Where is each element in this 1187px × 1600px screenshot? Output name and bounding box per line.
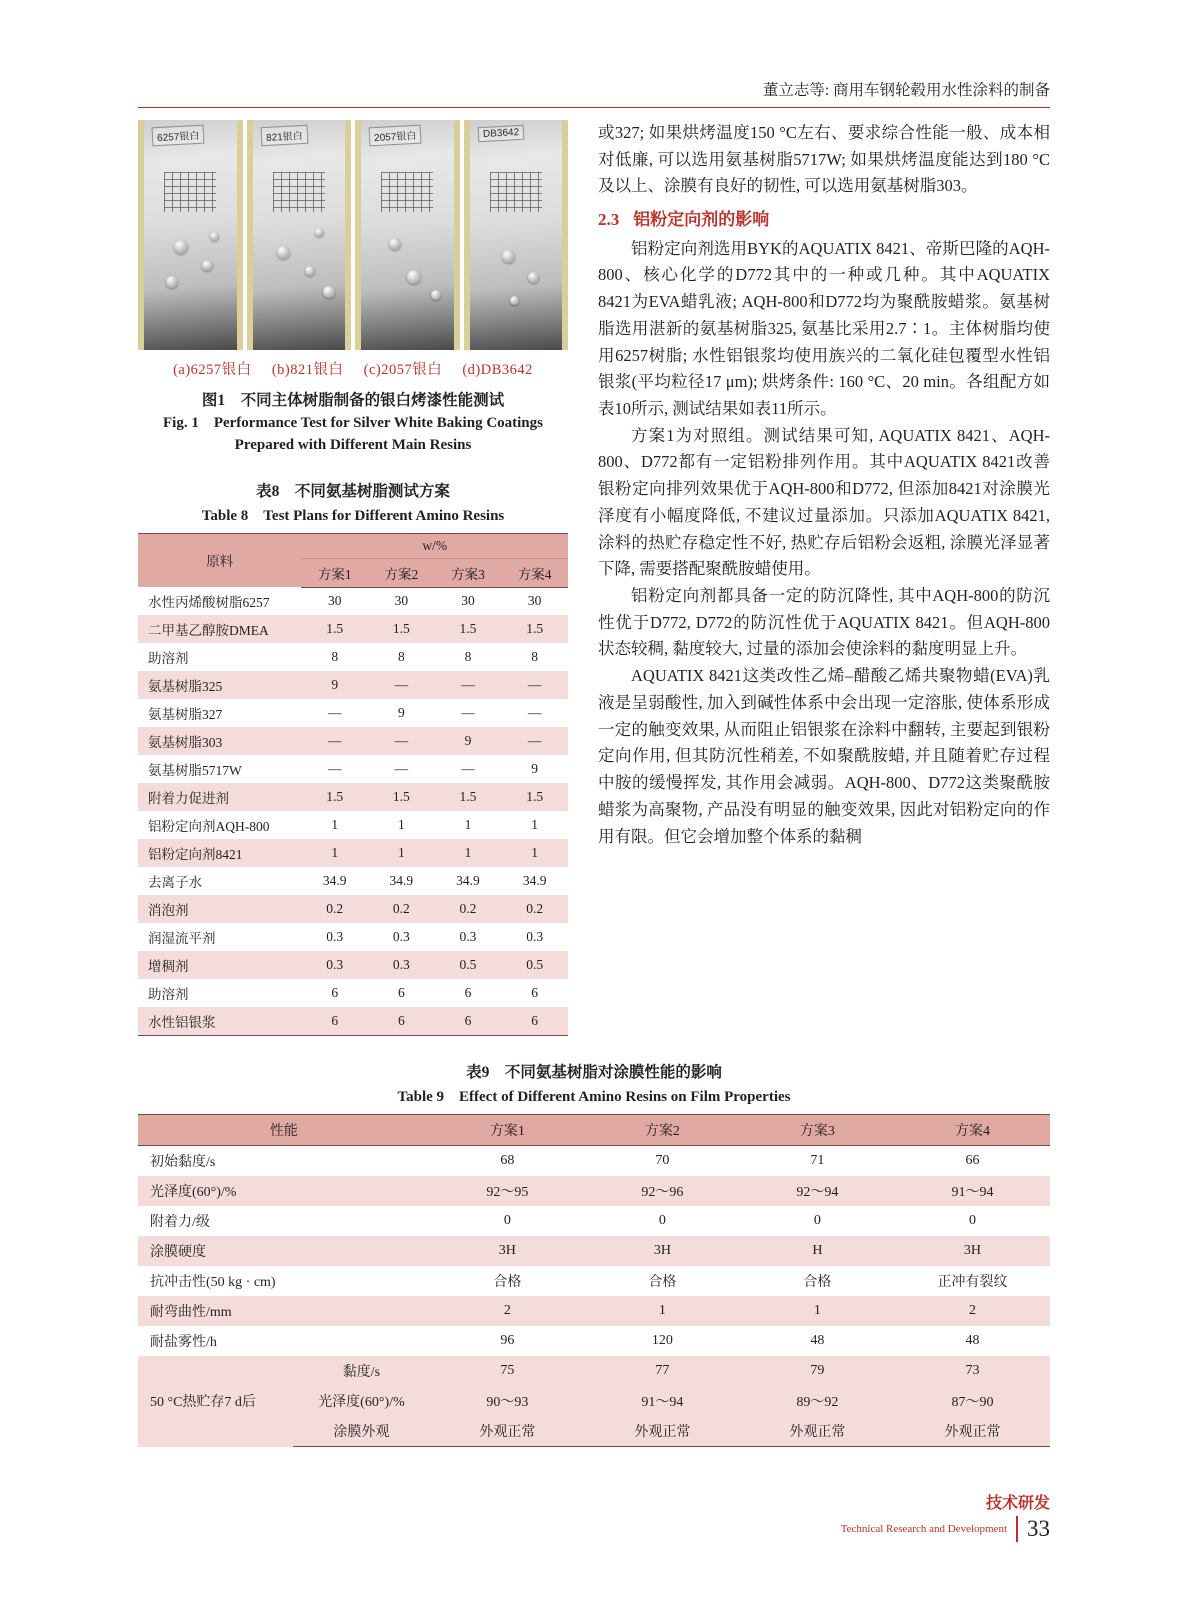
table9-cell: 79 — [810, 1363, 825, 1378]
defect-blob — [202, 260, 213, 271]
right-column — [598, 120, 1050, 850]
table9-cell: 48 — [810, 1333, 825, 1348]
defect-blob — [323, 286, 335, 298]
table8-row-name: 氨基树脂5717W — [148, 763, 242, 778]
table8-cell: 1.5 — [326, 621, 344, 636]
table9-cell: 91～94 — [951, 1185, 994, 1200]
table8-row-name: 助溶剂 — [148, 987, 189, 1002]
table8-body — [138, 587, 568, 1036]
table8-cell: 6 — [531, 985, 539, 1000]
table9-row-name: 初始黏度/s — [150, 1155, 216, 1170]
table9-row-name: 涂膜外观 — [293, 1416, 430, 1447]
running-header: 董立志等: 商用车钢轮毂用水性涂料的制备 — [138, 78, 1050, 108]
table8-row-name: 氨基树脂325 — [148, 679, 223, 694]
table-row — [138, 1176, 1050, 1206]
table-row — [138, 839, 568, 867]
table8-cell: 0.3 — [392, 957, 410, 972]
table8-cell: 0.2 — [459, 901, 477, 916]
table9-group-label: 50 °C热贮存7 d后 — [150, 1395, 256, 1411]
table-row — [138, 867, 568, 895]
table8-row-name: 氨基树脂303 — [148, 735, 223, 750]
figure-1-image — [138, 120, 568, 350]
table9-row-name: 光泽度(60°)/% — [150, 1185, 237, 1200]
table9-cell: 0 — [968, 1213, 976, 1228]
table9-cell: 1 — [813, 1303, 821, 1318]
table8-cell: 1 — [331, 845, 339, 860]
table8-cell: — — [394, 677, 409, 692]
defect-blob — [407, 270, 421, 284]
table8-cell: 9 — [531, 761, 539, 776]
left-column — [138, 120, 568, 1036]
defect-blob — [315, 228, 324, 237]
defect-blob — [528, 272, 539, 283]
table8-cell: — — [461, 677, 475, 692]
table8-cell: — — [327, 705, 342, 720]
paragraph-4: AQUATIX 8421这类改性乙烯–醋酸乙烯共聚物蜡(EVA)乳液是呈弱酸性, 加入到碱性体系中会出现一定溶胀, 使体系形成一定的触变效果, 从而阻止铝银浆在涂料中翻转, 主要起到银粉定向作用, 但其防沉性稍差, 不如聚酰胺蜡, 并且随着贮存过程中胺的缓慢挥发, 其作用会减弱。AQH-800、D772这类聚酰胺蜡浆为高聚物, 产品没有明显的触变效果, 因此对铝粉定向的作用有限。但它会增加整个体系的黏稠 — [598, 666, 1050, 846]
figure-panel-d — [464, 120, 569, 350]
table9-cell: 合格 — [493, 1275, 522, 1290]
defect-blob — [305, 266, 315, 276]
defect-blob — [174, 240, 188, 254]
table9-cell: 3H — [653, 1243, 671, 1258]
figure-title-en-line1: Fig. 1 Performance Test for Silver White Baking Coatings — [163, 415, 543, 431]
cross-hatch-mark — [273, 172, 325, 212]
table9-cell: 外观正常 — [740, 1416, 895, 1447]
table8-row-name: 去离子水 — [148, 875, 202, 890]
table8-cell: 1 — [531, 817, 539, 832]
page-footer — [841, 1490, 1050, 1542]
table9-cell: 92～94 — [796, 1185, 839, 1200]
paragraph-1: 铝粉定向剂选用BYK的AQUATIX 8421、帝斯巴隆的AQH-800、核心化学的D772其中的一种或几种。其中AQUATIX 8421为EVA蜡乳液; AQH-800和D772均为聚酰胺蜡浆。氨基树脂选用湛新的氨基树脂325, 氨基比采用2.7∶1。主体树脂均使用6257树脂; 水性铝银浆均使用族兴的二氧化硅包覆型水性铝银浆(平均粒径17 μm); 烘烤条件: 160 °C、20 min。各组配方如表10所示, 测试结果如表11所示。 — [598, 238, 1050, 418]
table8-row-name: 铝粉定向剂AQH-800 — [148, 819, 270, 834]
section-heading-2-3 — [598, 206, 1050, 234]
table-row — [138, 1326, 1050, 1356]
page-number: 33 — [1027, 1516, 1050, 1541]
table9-cell: 90～93 — [486, 1395, 529, 1410]
table8-cell: — — [327, 761, 342, 776]
defect-blob — [389, 238, 401, 250]
figure-title-en — [138, 413, 568, 457]
table-row — [138, 1356, 1050, 1386]
table9-row-name: 光泽度(60°)/% — [318, 1395, 405, 1410]
table8-row-name: 二甲基乙醇胺DMEA — [148, 623, 269, 638]
footer-row — [841, 1516, 1050, 1542]
table8-row-name: 增稠剂 — [148, 959, 189, 974]
cross-hatch-mark — [164, 172, 216, 212]
table8-cell: 8 — [531, 649, 539, 664]
table9-cell: 外观正常 — [585, 1416, 740, 1447]
table9-cell: 71 — [810, 1153, 825, 1168]
table8-row-name: 助溶剂 — [148, 651, 189, 666]
table8-cell: 30 — [527, 593, 542, 609]
paragraph-continuation: 或327; 如果烘烤温度150 °C左右、要求综合性能一般、成本相对低廉, 可以选用氨基树脂5717W; 如果烘烤温度能达到180 °C及以上、涂膜有良好的韧性, 可以选用氨基树脂303。 — [598, 123, 1050, 196]
figure-subcaption-a: (a)6257银白 — [173, 362, 252, 378]
table8-col-plan2: 方案2 — [368, 558, 435, 587]
table9-cell: 75 — [500, 1363, 515, 1378]
table8-head — [138, 533, 568, 587]
table8-cell: 9 — [397, 705, 405, 720]
table-row — [138, 587, 568, 615]
table9-header-row — [138, 1115, 1050, 1146]
defect-blob — [210, 232, 219, 241]
table9-cell: 3H — [963, 1243, 982, 1258]
table8-cell: 34.9 — [322, 873, 347, 888]
table-row — [138, 1146, 1050, 1177]
table9-cell: 外观正常 — [430, 1416, 585, 1447]
table-row — [138, 1236, 1050, 1266]
table9-row-name: 耐盐雾性/h — [150, 1335, 217, 1350]
table9-col-plan1: 方案1 — [430, 1115, 585, 1146]
table9-cell: 92～96 — [641, 1185, 684, 1200]
figure-subcaption-d: (d)DB3642 — [462, 362, 533, 378]
table8-cell: 1.5 — [526, 789, 544, 804]
table8-row-name: 附着力促进剂 — [148, 791, 229, 806]
table8-row-name: 润湿流平剂 — [148, 931, 216, 946]
panel-handwritten-label: 2057银白 — [369, 125, 422, 147]
section-number: 2.3 — [598, 210, 620, 230]
table9-cell: H — [812, 1243, 823, 1258]
table8-cell: 1 — [331, 817, 339, 832]
table8-col-plan1: 方案1 — [301, 558, 368, 587]
table8-row-name: 铝粉定向剂8421 — [148, 847, 243, 862]
table9-cell: 89～92 — [796, 1395, 839, 1410]
footer-brand-en: Technical Research and Development — [840, 1523, 1007, 1535]
table8-row-name: 水性铝银浆 — [138, 1007, 301, 1036]
table-row — [138, 1296, 1050, 1326]
table8-cell: 9 — [331, 677, 339, 692]
table-row — [138, 811, 568, 839]
panel-handwritten-label: DB3642 — [477, 125, 524, 142]
table9-cell: 66 — [965, 1153, 980, 1168]
table8-cell: — — [327, 733, 342, 748]
table9-row-name: 附着力/级 — [150, 1215, 210, 1230]
figure-subcaptions — [138, 358, 568, 379]
table-row — [138, 727, 568, 755]
table9-cell: 70 — [655, 1153, 670, 1168]
table8-cell: 8 — [397, 649, 405, 664]
table8-cell: 0.5 — [526, 957, 544, 972]
table8-cell: 1.5 — [392, 621, 410, 636]
figure-subcaption-c: (c)2057银白 — [363, 362, 443, 378]
table8-cell: 30 — [461, 593, 475, 609]
table9-cell: 合格 — [803, 1275, 832, 1290]
table8-cell: 6 — [501, 1007, 568, 1036]
table9-cell: 外观正常 — [895, 1416, 1050, 1447]
table8-header-material: 原料 — [138, 533, 301, 587]
panel-handwritten-label: 6257银白 — [152, 125, 205, 147]
table8-cell: 1.5 — [526, 621, 544, 636]
table9-cell: 91～94 — [641, 1395, 684, 1410]
table9-col-plan4: 方案4 — [895, 1115, 1050, 1146]
table8-cell: — — [527, 733, 542, 748]
table-row — [138, 1266, 1050, 1296]
table8-cell: 0.2 — [392, 901, 410, 916]
table-row — [138, 643, 568, 671]
table9-title-cn: 表9 不同氨基树脂对涂膜性能的影响 — [466, 1064, 722, 1081]
figure-subcaption-b: (b)821银白 — [271, 362, 344, 378]
table8-cell: 0.5 — [459, 957, 477, 972]
figure-panel-c — [355, 120, 460, 350]
table8-cell: 1 — [464, 845, 472, 860]
figure-panel-a — [138, 120, 243, 350]
table9-cell: 92～95 — [486, 1185, 529, 1200]
table9-col-plan3: 方案3 — [740, 1115, 895, 1146]
table9-cell: 0 — [813, 1213, 821, 1228]
table8-row-name: 水性丙烯酸树脂6257 — [148, 595, 270, 610]
table8-cell: 0.3 — [459, 929, 477, 944]
table-row — [138, 979, 568, 1007]
table9-row-name: 涂膜硬度 — [150, 1245, 206, 1260]
table8-cell: — — [394, 733, 409, 748]
figure-panel-b — [247, 120, 352, 350]
table8-cell: 30 — [327, 593, 342, 609]
paragraph-3: 铝粉定向剂都具备一定的防沉降性, 其中AQH-800的防沉性优于D772, D772的防沉性优于AQUATIX 8421。但AQH-800状态较稠, 黏度较大, 过量的添加会使涂料的黏度明显上升。 — [598, 586, 1050, 659]
table8-cell: 6 — [331, 985, 339, 1000]
figure-title-cn: 图1 不同主体树脂制备的银白烤漆性能测试 — [201, 392, 505, 409]
table-row — [138, 755, 568, 783]
table9-cell: 96 — [500, 1333, 515, 1348]
table8-cell: — — [461, 705, 475, 720]
section-title: 铝粉定向剂的影响 — [633, 210, 770, 230]
table8-cell: 1 — [531, 845, 539, 860]
table9-cell: 73 — [965, 1363, 980, 1378]
table8-cell: — — [461, 761, 475, 776]
defect-blob — [510, 296, 519, 305]
table9-row-name: 抗冲击性(50 kg · cm) — [150, 1275, 276, 1290]
table8-cell: 8 — [464, 649, 472, 664]
table8-cell: 6 — [464, 985, 472, 1000]
table8-cell: — — [527, 677, 542, 692]
table-row — [138, 1007, 568, 1036]
table8-cell: 34.9 — [389, 873, 414, 888]
table8-cell: 1.5 — [392, 789, 410, 804]
footer-brand-cn: 技术研发 — [985, 1495, 1050, 1512]
cross-hatch-mark — [381, 172, 433, 212]
table9-cell: 120 — [651, 1333, 673, 1348]
defect-blob — [502, 250, 515, 263]
table-row — [138, 615, 568, 643]
table-row — [138, 671, 568, 699]
table8-cell: 1 — [397, 817, 405, 832]
defect-blob — [166, 276, 178, 288]
table8-cell: 6 — [368, 1007, 435, 1036]
panel-handwritten-label: 821银白 — [260, 125, 308, 146]
table9-cell: 合格 — [648, 1275, 677, 1290]
table8-cell: 6 — [397, 985, 405, 1000]
table9-cell: 2 — [503, 1303, 511, 1318]
defect-blob — [431, 290, 441, 300]
cross-hatch-mark — [490, 172, 542, 212]
table8-cell: 8 — [331, 649, 339, 664]
table8-cell: 34.9 — [456, 873, 480, 888]
table-row — [138, 923, 568, 951]
table9-body — [138, 1146, 1050, 1447]
table9-section — [138, 1060, 1050, 1447]
table8-cell: 1 — [464, 817, 472, 832]
table-row — [138, 699, 568, 727]
table8-col-plan3: 方案3 — [435, 558, 502, 587]
table8-cell: 34.9 — [522, 873, 547, 888]
table8-cell: — — [527, 705, 542, 720]
table8-cell: — — [394, 761, 409, 776]
table9-col-plan2: 方案2 — [585, 1115, 740, 1146]
defect-blob — [277, 246, 290, 259]
table8-cell: 30 — [394, 593, 409, 609]
table9-cell: 48 — [965, 1333, 980, 1348]
table8-cell: 1.5 — [459, 621, 477, 636]
table9 — [138, 1114, 1050, 1447]
table9-row-name: 黏度/s — [342, 1365, 381, 1380]
table8-cell: 1 — [397, 845, 405, 860]
table8-cell: 9 — [464, 733, 472, 748]
table9-cell: 68 — [500, 1153, 515, 1168]
table9-header-property: 性能 — [138, 1115, 430, 1146]
table-row — [138, 783, 568, 811]
table-row — [138, 1206, 1050, 1236]
table8-cell: 6 — [435, 1007, 502, 1036]
table8-cell: 1.5 — [459, 789, 477, 804]
table9-cell: 77 — [655, 1363, 670, 1378]
table8-title-en: Table 8 Test Plans for Different Amino Resins — [201, 507, 505, 524]
table9-cell: 3H — [498, 1243, 516, 1258]
table8-row-name: 氨基树脂327 — [148, 707, 223, 722]
table8-row-name: 消泡剂 — [148, 903, 189, 918]
table8-cell: 1.5 — [326, 789, 344, 804]
footer-divider — [1016, 1516, 1018, 1542]
table8-cell: 0.3 — [392, 929, 410, 944]
body-text — [598, 120, 1050, 850]
table8-cell: 0.3 — [326, 929, 344, 944]
table9-head — [138, 1115, 1050, 1146]
table9-cell: 1 — [658, 1303, 666, 1318]
table-row — [138, 951, 568, 979]
table9-cell: 87～90 — [951, 1395, 994, 1410]
table8 — [138, 533, 568, 1037]
table9-title-en: Table 9 Effect of Different Amino Resins on Film Properties — [397, 1089, 791, 1105]
table9-cell: 0 — [503, 1213, 511, 1228]
table8-header-unit: w/% — [301, 533, 568, 558]
table9-cell: 2 — [968, 1303, 976, 1318]
table8-cell: 0.3 — [326, 957, 344, 972]
table8-cell: 0.2 — [526, 901, 544, 916]
table-row — [138, 895, 568, 923]
table8-cell: 0.2 — [326, 901, 344, 916]
table8-col-plan4: 方案4 — [501, 558, 568, 587]
table8-cell: 6 — [301, 1007, 368, 1036]
table9-cell: 正冲有裂纹 — [937, 1275, 1008, 1290]
table8-cell: 0.3 — [526, 929, 544, 944]
paragraph-2: 方案1为对照组。测试结果可知, AQUATIX 8421、AQH-800、D772都有一定铝粉排列作用。其中AQUATIX 8421改善银粉定向排列效果优于AQH-800和D772, 但添加8421对涂膜光泽度有小幅度降低, 不建议过量添加。只添加AQUATIX 8421, 涂料的热贮存稳定性不好, 热贮存后铝粉会返粗, 涂膜光泽显著下降, 需要搭配聚酰胺蜡使用。 — [598, 425, 1050, 579]
table8-header-row-1 — [138, 533, 568, 558]
table9-row-name: 耐弯曲性/mm — [150, 1305, 232, 1320]
figure-title-en-line2: Prepared with Different Main Resins — [234, 436, 472, 453]
table8-title-cn: 表8 不同氨基树脂测试方案 — [256, 482, 450, 500]
table9-cell: 0 — [658, 1213, 666, 1228]
